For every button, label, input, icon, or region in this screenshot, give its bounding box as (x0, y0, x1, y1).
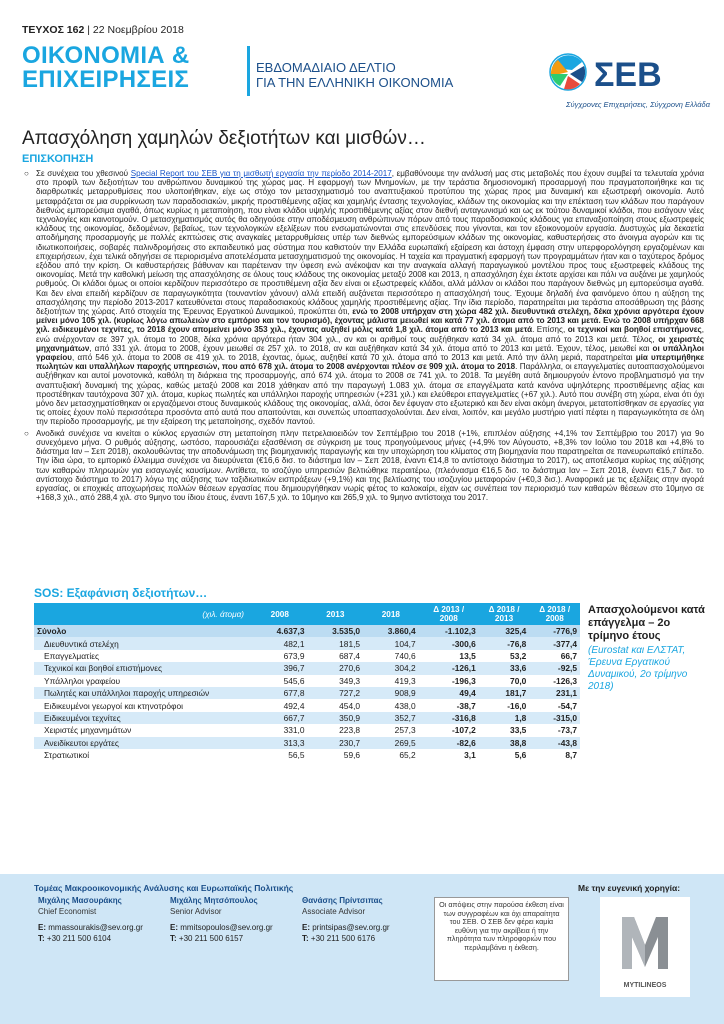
row-value: 325,4 (479, 625, 530, 637)
row-value: 492,4 (252, 699, 308, 711)
row-value: 230,7 (308, 737, 364, 749)
row-value: 231,1 (529, 687, 580, 699)
section-heading: ΕΠΙΣΚΟΠΗΣΗ (22, 153, 94, 165)
table-row (34, 650, 580, 662)
row-value: -776,9 (529, 625, 580, 637)
row-value: 1,8 (479, 712, 530, 724)
row-value: -126,3 (529, 675, 580, 687)
row-value: 740,6 (363, 650, 419, 662)
contact-1 (38, 896, 168, 944)
row-value: -38,7 (419, 699, 479, 711)
row-value: 3.535,0 (308, 625, 364, 637)
row-value: -315,0 (529, 712, 580, 724)
contact-phone: +30 211 500 6104 (46, 933, 112, 943)
phone-label: T: (38, 933, 45, 943)
table-row (34, 737, 580, 749)
contact-email[interactable]: printsipas@sev.org.gr (312, 923, 390, 932)
subtitle-line-1: ΕΒΔΟΜΑΔΙΑΙΟ ΔΕΛΤΙΟ (256, 60, 396, 75)
col-2013: 2013 (308, 603, 364, 625)
contact-phone: +30 211 500 6176 (310, 933, 376, 943)
row-value: -76,8 (479, 637, 530, 649)
row-value: 223,8 (308, 724, 364, 736)
row-value: 438,0 (363, 699, 419, 711)
row-value: -316,8 (419, 712, 479, 724)
brand-line-1: ΟΙΚΟΝΟΜΙΑ & (22, 42, 190, 69)
row-value: 304,2 (363, 662, 419, 674)
contact-role: Associate Advisor (302, 906, 366, 916)
row-value: -126,1 (419, 662, 479, 674)
article-body (22, 169, 704, 573)
row-value: 482,1 (252, 637, 308, 649)
row-value: 53,2 (479, 650, 530, 662)
email-label: E: (170, 923, 178, 932)
row-value: 270,6 (308, 662, 364, 674)
row-value: -1.102,3 (419, 625, 479, 637)
phone-label: T: (302, 933, 309, 943)
row-value: 269,5 (363, 737, 419, 749)
row-value: 396,7 (252, 662, 308, 674)
row-value: 667,7 (252, 712, 308, 724)
row-value: 13,5 (419, 650, 479, 662)
email-label: E: (38, 923, 46, 932)
header-line: Δ 2018 / (488, 605, 520, 614)
caption-source: (Eurostat και ΕΛΣΤΑΤ, Έρευνα Εργατικού Δυναμικού, 2ο τρίμηνο 2018) (588, 645, 688, 692)
publication-brand (22, 44, 242, 92)
col-d3 (529, 603, 580, 625)
text-run: , ενώ ανέρχονταν σε 397 χιλ. άτομα το 2008, δέκα χρόνια αργότερα ήταν 304 χιλ., αν και οι αριθμοί τους αυξήθηκαν κατά 34 χιλ. άτομα από το 2013 και μετά. Τέλος, (36, 325, 704, 344)
row-value: -300,6 (419, 637, 479, 649)
row-label: Χειριστές μηχανημάτων (34, 724, 252, 736)
row-value: 419,3 (363, 675, 419, 687)
paragraph-1 (22, 169, 704, 427)
row-value: 59,6 (308, 749, 364, 761)
row-value: -196,3 (419, 675, 479, 687)
row-value: 181,7 (479, 687, 530, 699)
row-value: -82,6 (419, 737, 479, 749)
row-value: 181,5 (308, 637, 364, 649)
caption-heading: Απασχολούμενοι κατά επάγγελμα – 2ο τρίμηνο έτους (588, 604, 705, 642)
special-report-link[interactable]: Special Report του ΣΕΒ για τη μισθωτή εργασία την περίοδο 2014-2017 (130, 169, 392, 178)
text-run: , από 546 χιλ. άτομα το 2008 σε 419 χιλ. το 2018, έχοντας, όμως, αυξηθεί κατά 70 χιλ. άτομα από το 2013 και μετά. Από την άλλη μεριά, παρατηρείται (72, 353, 636, 363)
row-value: -16,0 (479, 699, 530, 711)
row-value: -107,2 (419, 724, 479, 736)
row-value: 65,2 (363, 749, 419, 761)
col-d2 (479, 603, 530, 625)
table-row (34, 687, 580, 699)
subtitle-line-2: ΓΙΑ ΤΗΝ ΕΛΛΗΝΙΚΗ ΟΙΚΟΝΟΜΙΑ (256, 75, 454, 90)
row-label: Διευθυντικά στελέχη (34, 637, 252, 649)
row-value: 454,0 (308, 699, 364, 711)
bold-run: ενώ το 2008 υπήρχαν στη χώρα 482 χιλ. διευθυντικά στελέχη, δέκα χρόνια αργότερα έχουν μείνει μόνο 105 χιλ. (κυρίως λόγω απωλειών στο εμπόριο και τον τουρισμό), έχοντας μάλιστα μειωθεί και κατά 77 χιλ. άτομα από το 2013 και μετά. Ενώ το 2008 υπήρχαν 668 χιλ. ειδικευμένοι τεχνίτες, το 2018 έχουν απομείνει μόνο 353 χιλ., έχοντας αυξηθεί μόλις κατά 1,8 χιλ. άτομα από το 2013 και μετά (36, 307, 704, 335)
table-row (34, 699, 580, 711)
bullet-icon: ○ (24, 169, 29, 178)
row-value: -54,7 (529, 699, 580, 711)
brand-line-2: ΕΠΙΧΕΙΡΗΣΕΙΣ (22, 66, 190, 93)
issue-line (22, 24, 184, 36)
row-value: -43,8 (529, 737, 580, 749)
contact-role: Senior Advisor (170, 906, 222, 916)
col-2008: 2008 (252, 603, 308, 625)
row-label: Ειδικευμένοι γεωργοί και κτηνοτρόφοι (34, 699, 252, 711)
issue-number: ΤΕΥΧΟΣ 162 (22, 24, 85, 36)
table-row (34, 625, 580, 637)
row-value: 66,7 (529, 650, 580, 662)
contact-phone: +30 211 500 6157 (178, 933, 244, 943)
contact-role: Chief Economist (38, 906, 97, 916)
phone-label: T: (170, 933, 177, 943)
row-value: 727,2 (308, 687, 364, 699)
row-value: 8,7 (529, 749, 580, 761)
text-run: , εμβαθύνουμε την ανάλυσή μας στις μεταβολές που έχουν συμβεί τα τελευταία χρόνια στο προφίλ των δεξιοτήτων του ανθρώπινου δυναμικού της χώρας μας. Η εφαρμογή των Μνημονίων, με την τεράστια δημοσιονομική προσαρμογή που πραγματοποιήθηκε και τις διαρθρωτικές μεταρρυθμίσεις που υλοποιήθηκαν, είχε ως στόχο τον μετασχηματισμό του αναπτυξιακού προτύπου της χώρας προς μια δυναμική και εξωστρεφή οικονομία. Αυτό μεταφράζεται σε μια συρρίκνωση των παραδοσιακών, μικρής προστιθέμενης αξίας και χαμηλής έντασης τεχνολογίας, κλάδων της οικονομίας και την επέκταση των κλάδων που παράγουν διεθνώς εμπορεύσιμα αγαθά, όπως κυρίως η μεταποίηση, που είναι κλάδοι υψηλής προστιθέμενης αξίας στον διεθνή ανταγωνισμό και ως εκ τούτου δυναμικοί κλάδοι, που εισάγουν νέες τεχνολογίες και καινοτομούν. Ο μετασχηματισμός αυτός θα οδηγούσε στην αποδέσμευση ανθρώπινων πόρων από τους παραδοσιακούς κλάδους για επαναξιοποίηση στους εξωστρεφείς κλάδους της οικονομίας, δεδομένων, βεβαίως, των τεχνολογικών εξελίξεων που ενσωματώνονται στις επενδύσεις που γίνονται, και τον εξοικονομούν εργασία. Δυστυχώς μία δεκαετία αποδήμησης προσαρμογής με πολλές εκπτώσεις στις αναγκαίες μεταρρυθμίσεις υπέρ των διεθνώς εμπορεύσιμων κλάδων της οικονομίας, καθυστερήσεις στο άνοιγμα αγορών και τις ιδιωτικοποιήσεις, σοβαρές παλινδρομήσεις στο εκπαιδευτικό μας σύστημα που καθιστούν την Ελλάδα ευρωπαϊκή εξαίρεση και άστοχη έμφαση στην υπερφορολόγηση εργαζομένων και επιχειρήσεων, έχει τελικά οδηγήσει σε περιορισμένα αποτελέσματα μετασχηματισμού της οικονομίας. Η ταχεία και πραγματική εφαρμογή των προγραμμάτων ήταν και ο ταχύτερος δρόμος εξόδου από την κρίση. Οι καθυστερήσεις βάθυναν και παρέτειναν την ύφεση ενώ ανέκοψαν και την αναγκαία αλλαγή παραγωγικού μοντέλου προς τους εξωστρεφείς κλάδους της οικονομίας. Μετά την καθολική μείωση της απασχόλησης σε όλους τους κλάδους της οικονομίας μεταξύ 2008 και 2013, η απασχόληση έχει έκτοτε αρχίσει και πάλι να αυξάνει με χαμηλούς ρυθμούς. Οι κλάδοι όμως οι οποίοι κερδίζουν περισσότερο σε προστιθέμενη αξία δεν είναι οι εξωστρεφείς κλάδοι, αλλά μάλλον οι κλάδοι που παράγουν διεθνώς μη εμπορεύσιμα αγαθά. Και δεν είναι επειδή κερδίζουν σε παραγωγικότητα (τουναντίον χάνουν) αλλά επειδή αυξάνεται περισσότερο η απασχόλησή τους. Έχουμε δηλαδή ένα φαινόμενο όπου η αύξηση της απασχόλησης την περίοδο 2013-2017 κατευθύνεται στους παραδοσιακούς κλάδους χαμηλής προστιθέμενης αξίας. Την ίδια περίοδο, παρατηρείται μια τεράστια αποσάθρωση της βάσης δεξιοτήτων της χώρας. Από στοιχεία της Έρευνας Εργατικού Δυναμικού, προκύπτει ότι, (36, 169, 704, 317)
issue-date: | 22 Νοεμβρίου 2018 (87, 24, 184, 36)
page-title: Απασχόληση χαμηλών δεξιοτήτων και μισθών… (22, 128, 426, 149)
paragraph-2 (22, 429, 704, 503)
bold-run: οι υπάλληλοι γραφείου (36, 343, 704, 363)
header-line: 2008 (545, 614, 564, 623)
sos-heading: SOS: Εξαφάνιση δεξιοτήτων… (34, 586, 208, 600)
row-value: 349,3 (308, 675, 364, 687)
table-row (34, 675, 580, 687)
row-value: 908,9 (363, 687, 419, 699)
logo-wordmark: ΣΕΒ (594, 56, 662, 94)
col-2018: 2018 (363, 603, 419, 625)
sponsor-logo (600, 897, 690, 997)
row-label: Ειδικευμένοι τεχνίτες (34, 712, 252, 724)
row-value: 257,3 (363, 724, 419, 736)
text-run: . Παράλληλα, οι επαγγελματίες αυτοαπασχολούμενοι αυξήθηκαν και αυτοί μονοτονικά, καθόλη τη διάρκεια της προσαρμογής, από 674 χιλ. άτομα το 2008 σε 741 χιλ. το 2018. Τα μεγέθη αυτά δημιουργούν έντονο προβληματισμό για την αναπτυξιακή δυναμική της χώρας, καθώς μεταξύ 2008 και 2018 χάθηκαν από την παραγωγή 1.083 χιλ. άτομα σε επαγγέλματα κατά κανόνα υψηλότερης προστιθέμενης αξίας και προστέθηκαν ταυτόχρονα 307 χιλ. άτομα, κυρίως πωλητές και υπάλληλοι παροχής υπηρεσιών (+231 χιλ.) και ελεύθεροι επαγγελματίες (+67 χιλ.). Αυτό που συνέβη στη χώρα, είναι ότι όχι μόνο δεν μετασχηματίσθηκαν οι εργαζόμενοι στους δυναμικούς κλάδους της οικονομίας, αλλά, όσοι δεν έφυγαν στο εξωτερικό και δεν είναι ακόμη άνεργοι, μετατοπίσθηκαν σε εργασίες για τις οποίες έχουν πολύ περισσότερα προσόντα από αυτά που απαιτούνται, και συνεπώς υποαπασχολούνται. Δεν είναι, λοιπόν, και μεγάλο μυστήριο γιατί πέφτει η παραγωγικότητα σε όλη την περίοδο προσαρμογής, με την εξαίρεση της μεταποίησης, σχεδόν παντού. (36, 362, 704, 427)
row-label: Υπάλληλοι γραφείου (34, 675, 252, 687)
table-header-row (34, 603, 580, 625)
row-value: 104,7 (363, 637, 419, 649)
bold-run: οι χειριστές μηχανημάτων (36, 334, 704, 353)
text-run: , από 331 χιλ. άτομα το 2008, έχουν μειωθεί σε 257 χιλ. το 2018, αν και αυξήθηκαν κατά 34 χιλ. άτομα από το 2013 και μετά. Έχουν, τέλος, μειωθεί και (89, 343, 653, 353)
row-label: Επαγγελματίες (34, 650, 252, 662)
sponsor-label: Με την ευγενική χορηγία: (578, 883, 681, 893)
row-value: 350,9 (308, 712, 364, 724)
row-value: -377,4 (529, 637, 580, 649)
row-value: 38,8 (479, 737, 530, 749)
header-divider (247, 46, 250, 96)
table-row (34, 662, 580, 674)
row-value: 352,7 (363, 712, 419, 724)
mytilineos-logo-icon (600, 897, 690, 997)
text-run: Ανοδικά συνέχισε να κινείται ο κύκλος εργασιών στη μεταποίηση πλην πετρελαιοειδών τον Σεπτέμβριο του 2018 (+1%, επιπλέον αύξησης +4,1% τον Σεπτέμβριο του 2017) για 9ο συνεχόμενο μήνα. Ο ρυθμός αύξησης, ωστόσο, παρουσιάζει εξασθένιση σε σύγκριση με τους προηγούμενους μήνες (+4,9% τον Αύγουστο, +8,3% τον Ιούλιο του 2018 και +4,8% το διάστημα Ιαν – Σεπ 2018), ακολουθώντας την αποδυνάμωση της βιομηχανικής παραγωγής και την υποχώρηση του κλίματος στη βιομηχανία που παρατηρείται σε πανευρωπαϊκό επίπεδο. Την ίδια ώρα, το εμπορικό έλλειμμα συνέχισε να διευρύνεται (€16,6 δισ. το διάστημα Ιαν – Σεπ 2018, έναντι €14,8 το αντίστοιχο διάστημα το 2017), ως αποτέλεσμα κυρίως της αύξησης των καθαρών πληρωμών για εισαγωγές καυσίμων. Αντίθετα, το ισοζύγιο υπηρεσιών βελτιώθηκε περαιτέρω, (πλεόνασμα €16,5 δισ. το διάστημα Ιαν – Σεπ 2018, έναντι €15,7 δισ. το αντίστοιχο διάστημα το 2017) λόγω της αύξησης των ταξιδιωτικών εισπράξεων (+9,1%) και της βελτίωσης του ισοζυγίου μεταφορών (+€0,3 δισ.). Αναφορικά με τις εξελίξεις στην αγορά εργασίας, οι εποχικές αποχωρήσεις πολλών θέσεων εργασίας που δημιουργήθηκαν νωρίς φέτος το καλοκαίρι, είχαν ως συνέπεια τον περιορισμό των καθαρών θέσεων στο 10μηνο σε +168,3 χιλ., από 288,4 χιλ. στο 9μηνο του ίδιου έτους, έναντι 167,5 χιλ. το 10μηνο και 265,9 χιλ. το 9μηνο αντίστοιχα του 2017. (36, 428, 704, 503)
contact-2 (170, 896, 300, 944)
skills-table (34, 603, 580, 761)
row-value: 677,8 (252, 687, 308, 699)
row-value: 3.860,4 (363, 625, 419, 637)
row-value: 4.637,3 (252, 625, 308, 637)
row-value: 687,4 (308, 650, 364, 662)
table-row (34, 637, 580, 649)
row-value: 545,6 (252, 675, 308, 687)
bold-run: μία υπερτιμήθηκε πωλητών και υπαλλήλων παροχής υπηρεσιών, που από 678 χιλ. άτομα το 2008 ανέρχονται πλέον σε 909 χιλ. άτομα το 2018 (36, 353, 704, 372)
header-line: Δ 2018 / (539, 605, 571, 614)
row-value: 49,4 (419, 687, 479, 699)
contact-3 (302, 896, 432, 944)
header-line: 2013 (494, 614, 514, 623)
disclaimer-box: Οι απόψεις στην παρούσα έκθεση είναι των συγγραφέων και όχι απαραίτητα του ΣΕΒ. Ο ΣΕΒ δεν φέρει καμία ευθύνη για την ακρίβεια ή την πληρότητα των πληροφοριών που περιλαμβάνει η έκθεση. (434, 897, 569, 981)
row-label: Στρατιωτικοί (34, 749, 252, 761)
row-label: Σύνολο (34, 625, 252, 637)
row-value: 5,6 (479, 749, 530, 761)
table-row (34, 749, 580, 761)
row-label: Τεχνικοί και βοηθοί επιστήμονες (34, 662, 252, 674)
row-value: 313,3 (252, 737, 308, 749)
text-run: . Επίσης, (532, 325, 568, 335)
table-row (34, 712, 580, 724)
row-label: Πωλητές και υπάλληλοι παροχής υπηρεσιών (34, 687, 252, 699)
contact-name: Θανάσης Πρίντσιπας (302, 896, 383, 905)
bold-run: οι τεχνικοί και βοηθοί επιστήμονες (567, 325, 702, 335)
row-value: 331,0 (252, 724, 308, 736)
row-value: 33,5 (479, 724, 530, 736)
row-value: -92,5 (529, 662, 580, 674)
sponsor-name: MYTILINEOS (623, 982, 667, 989)
contact-email[interactable]: mmitsopoulos@sev.org.gr (180, 923, 273, 932)
publication-subtitle (256, 60, 453, 90)
contact-name: Μιχάλης Μητσόπουλος (170, 896, 258, 905)
row-value: 56,5 (252, 749, 308, 761)
table-row (34, 724, 580, 736)
logo-tagline: Σύγχρονες Επιχειρήσεις, Σύγχρονη Ελλάδα (566, 100, 710, 109)
header-line: 2008 (439, 614, 458, 623)
bullet-icon: ○ (24, 428, 29, 438)
row-value: 3,1 (419, 749, 479, 761)
email-label: E: (302, 923, 310, 932)
contact-email[interactable]: mmassourakis@sev.org.gr (48, 923, 143, 932)
row-value: 70,0 (479, 675, 530, 687)
row-value: 33,6 (479, 662, 530, 674)
text-run: Σε συνέχεια του χθεσινού (36, 169, 131, 178)
table-caption (588, 604, 708, 693)
row-label: Ανειδίκευτοι εργάτες (34, 737, 252, 749)
unit-header: (χιλ. άτομα) (34, 603, 252, 625)
col-d1 (419, 603, 479, 625)
header-line: Δ 2013 / (433, 605, 465, 614)
row-value: -73,7 (529, 724, 580, 736)
row-value: 673,9 (252, 650, 308, 662)
contact-name: Μιχάλης Μασουράκης (38, 896, 122, 905)
department-name: Τομέας Μακροοικονομικής Ανάλυσης και Ευρωπαϊκής Πολιτικής (34, 883, 294, 893)
